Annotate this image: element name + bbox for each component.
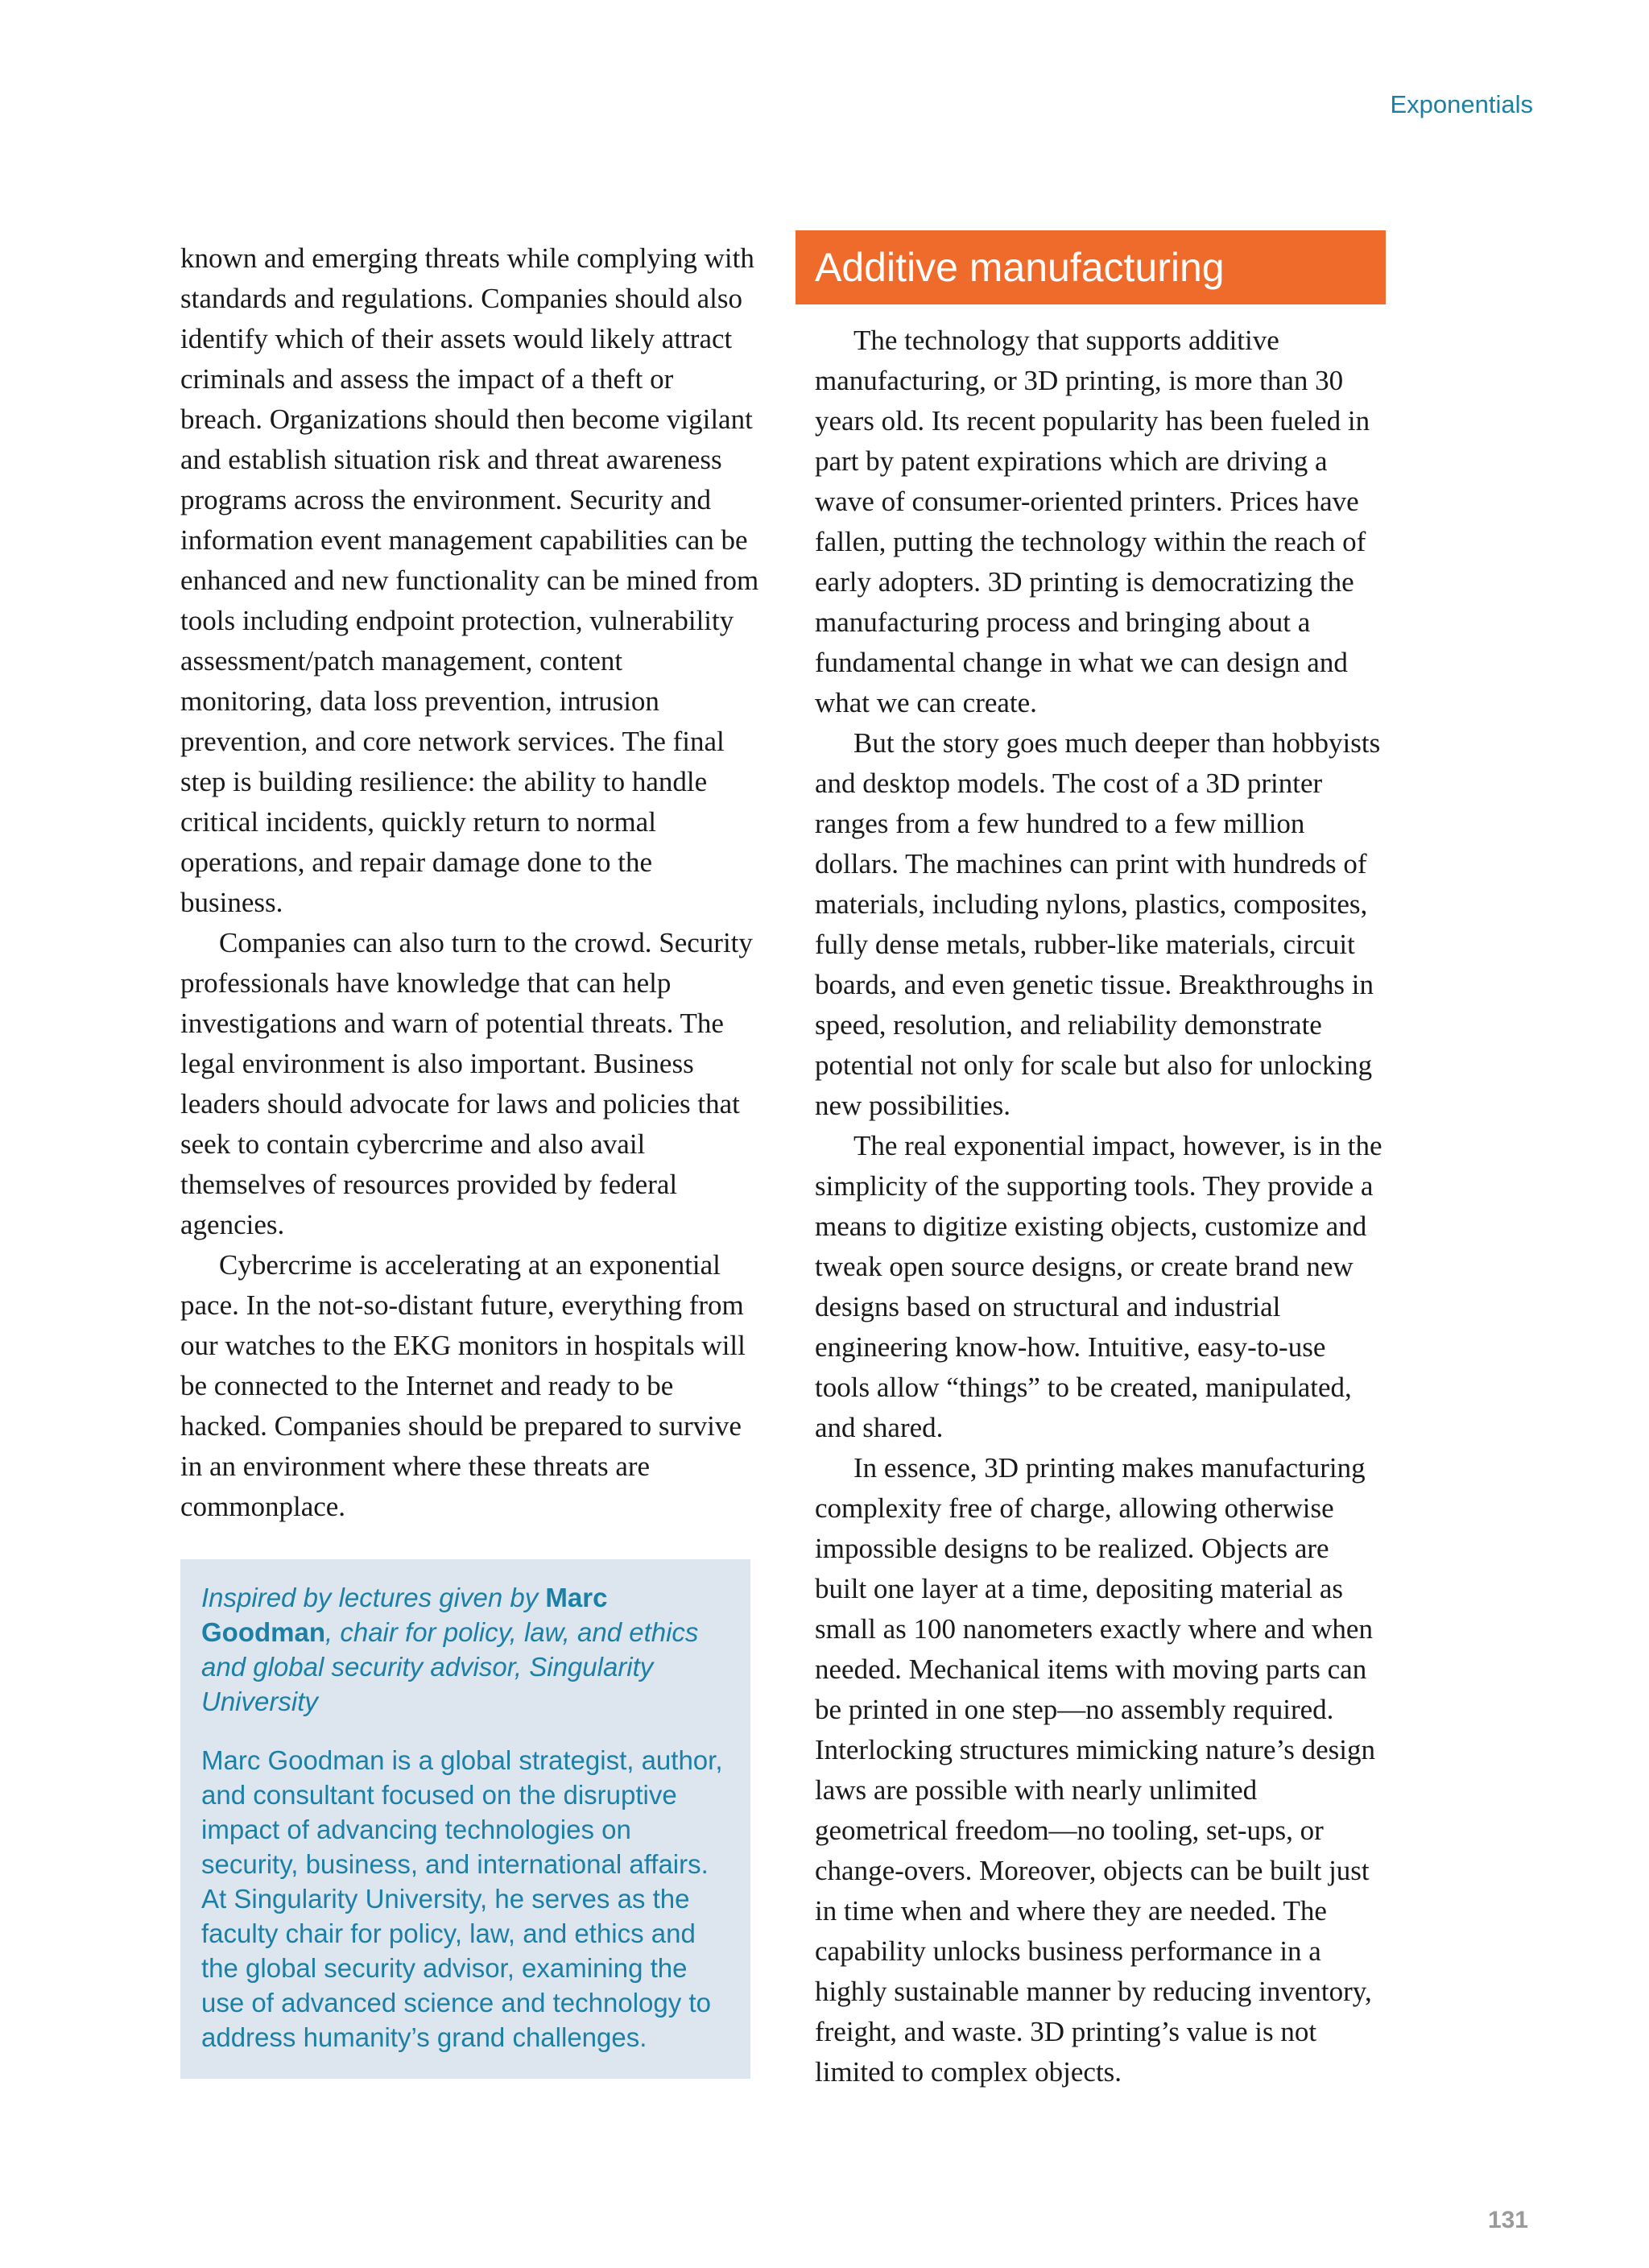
speaker-sidebar	[180, 1559, 750, 2079]
right-column	[796, 230, 1386, 2092]
section-heading: Additive manufacturing	[796, 230, 1386, 304]
speaker-name: Marc Goodman	[201, 1583, 608, 1647]
running-head: Exponentials	[1390, 90, 1533, 118]
credit-prefix: Inspired by lectures given by	[201, 1583, 546, 1612]
speaker-bio: Marc Goodman is a global strategist, author, and consultant focused on the disruptive impact of advancing technologies on security, business, and international affairs. At Singularity University, he serves as the faculty chair for policy, law, and ethics and the global security advisor, examining the use of advanced science and technology to address humanity’s grand challenges.	[201, 1745, 723, 2052]
left-body-text	[180, 238, 760, 1527]
paragraph: Cybercrime is accelerating at an exponential pace. In the not-so-distant future, everything from our watches to the EKG monitors in hospitals will be connected to the Internet and ready to be hacked. Companies should be prepared to survive in an environment where these threats are commonplace.	[180, 1249, 746, 1522]
left-column	[180, 238, 760, 2079]
page-number: 131	[1487, 2207, 1528, 2233]
paragraph: But the story goes much deeper than hobbyists and desktop models. The cost of a 3D printer ranges from a few hundred to a few million dollars. The machines can print with hundreds of materials, including nylons, plastics, composites, fully dense metals, rubber-like materials, circuit boards, and even genetic tissue. Breakthroughs in speed, resolution, and reliability demonstrate potential not only for scale but also for unlocking new possibilities.	[815, 727, 1381, 1121]
credit-suffix: , chair for policy, law, and ethics and global security advisor, Singularity University	[201, 1617, 699, 1716]
paragraph: In essence, 3D printing makes manufacturing complexity free of charge, allowing otherwise impossible designs to be realized. Objects are built one layer at a time, depositing material as small as 100 nanometers exactly where and when needed. Mechanical items with moving parts can be printed in one step—no assembly required. Interlocking structures mimicking nature’s design laws are possible with nearly unlimited geometrical freedom—no tooling, set-ups, or change-overs. Moreover, objects can be built just in time when and where they are needed. The capability unlocks business performance in a highly sustainable manner by reducing inventory, freight, and waste. 3D printing’s value is not limited to complex objects.	[815, 1452, 1375, 2088]
paragraph: The technology that supports additive manufacturing, or 3D printing, is more than 30 years old. Its recent popularity has been fueled in part by patent expirations which are driving a wave of consumer-oriented printers. Prices have fallen, putting the technology within the reach of early adopters. 3D printing is democratizing the manufacturing process and bringing about a fundamental change in what we can design and what we can create.	[815, 325, 1370, 718]
right-body-text	[796, 321, 1386, 2092]
paragraph: Companies can also turn to the crowd. Security professionals have knowledge that can help investigations and warn of potential threats. The legal environment is also important. Business leaders should advocate for laws and policies that seek to contain cybercrime and also avail themselves of resources provided by federal agencies.	[180, 927, 753, 1240]
paragraph: The real exponential impact, however, is in the simplicity of the supporting tools. They provide a means to digitize existing objects, customize and tweak open source designs, or create brand new designs based on structural and industrial engineering know-how. Intuitive, easy-to-use tools allow “things” to be created, manipulated, and shared.	[815, 1130, 1382, 1443]
paragraph: known and emerging threats while complying with standards and regulations. Companies should also identify which of their assets would likely attract criminals and assess the impact of a theft or breach. Organizations should then become vigilant and establish situation risk and threat awareness programs across the environment. Security and information event management capabilities can be enhanced and new functionality can be mined from tools including endpoint protection, vulnerability assessment/patch management, content monitoring, data loss prevention, intrusion prevention, and core network services. The final step is building resilience: the ability to handle critical incidents, quickly return to normal operations, and repair damage done to the business.	[180, 242, 759, 918]
sidebar-credit	[201, 1580, 729, 1719]
